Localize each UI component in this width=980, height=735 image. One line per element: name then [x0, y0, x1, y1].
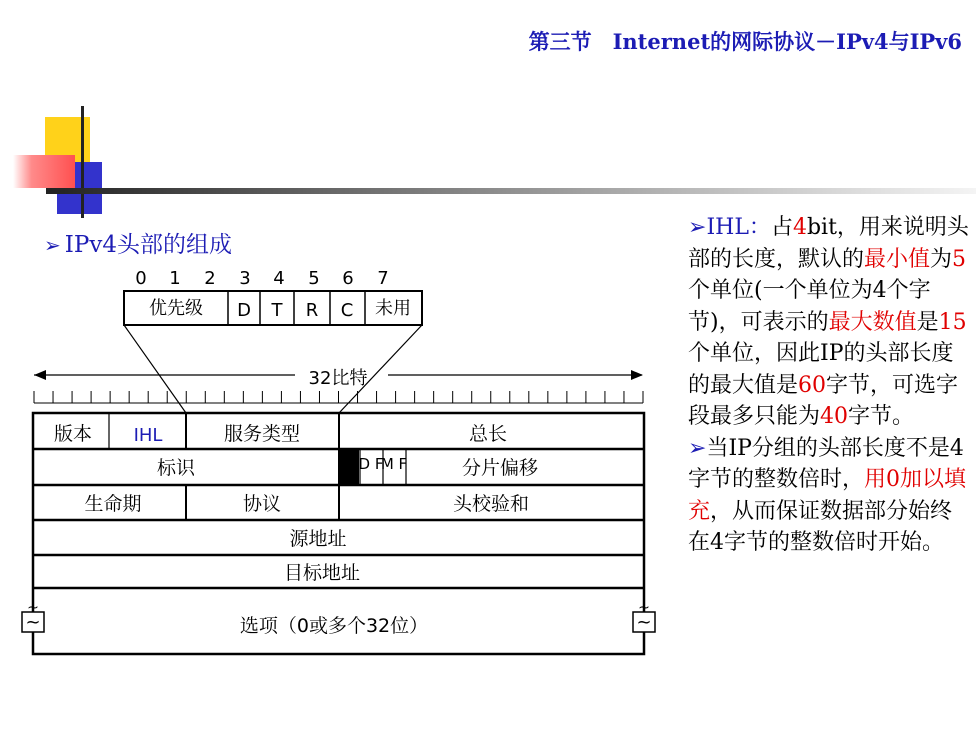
bit-number: 0 — [135, 268, 147, 289]
field-identification: 标识 — [156, 457, 196, 479]
bullet-arrow-icon: ➢ — [44, 233, 61, 257]
field-checksum: 头校验和 — [452, 493, 530, 515]
bit-number: 3 — [239, 268, 251, 289]
svg-text:~: ~ — [25, 612, 41, 633]
svg-text:~: ~ — [27, 600, 39, 616]
bit-number: 1 — [169, 268, 181, 289]
field-protocol: 协议 — [242, 493, 282, 515]
field-ttl: 生命期 — [84, 493, 142, 515]
bullet-arrow-icon: ➢ — [688, 215, 707, 240]
tos-t-label: T — [271, 300, 283, 321]
bit-ruler — [34, 368, 643, 403]
svg-text:~: ~ — [636, 612, 652, 633]
ruler-right-arrow-icon — [631, 370, 643, 380]
tos-r-label: R — [305, 300, 319, 321]
bit-number: 4 — [273, 268, 285, 289]
ihl-explanation — [688, 212, 974, 559]
field-ihl: IHL — [133, 425, 163, 446]
field-destination-address: 目标地址 — [283, 562, 361, 584]
page-header-title: 第三节 Internet的网际协议－IPv4与IPv6 — [528, 29, 962, 54]
field-options: 选项（0或多个32位） — [239, 615, 429, 637]
tos-bit-numbers — [135, 268, 388, 289]
field-source-address: 源地址 — [289, 528, 347, 550]
padding-explanation-paragraph: ➢当IP分组的头部长度不是4字节的整数倍时，用0加以填充，从而保证数据部分始终在4字节的整数倍时开始。 — [688, 435, 967, 555]
bullet-arrow-icon: ➢ — [688, 435, 707, 461]
tos-precedence-label: 优先级 — [149, 298, 203, 319]
field-mf: M F — [380, 455, 408, 473]
svg-text:~: ~ — [638, 600, 650, 616]
ruler-ticks — [34, 391, 643, 403]
field-tos: 服务类型 — [223, 423, 301, 445]
ruler-label: 32比特 — [308, 368, 368, 389]
ihl-explanation-paragraph: ➢IHL：占4bit，用来说明头部的长度，默认的最小值为5个单位(一个单位为4个字节)，可表示的最大数值是15个单位，因此IP的头部长度的最大值是60字节，可选字段最多只能为40字节。 — [688, 215, 969, 429]
bit-number: 7 — [377, 268, 389, 289]
expansion-line-left — [124, 325, 186, 413]
section-title-text: IPv4头部的组成 — [64, 232, 232, 258]
reserved-bit-block — [340, 450, 359, 484]
field-fragment-offset: 分片偏移 — [461, 457, 539, 479]
tos-d-label: D — [237, 300, 251, 321]
header-field-labels — [54, 423, 538, 637]
bit-number: 6 — [342, 268, 354, 289]
bit-number: 5 — [308, 268, 320, 289]
bit-number: 2 — [204, 268, 216, 289]
field-total-length: 总长 — [468, 423, 508, 445]
tos-unused-label: 未用 — [375, 298, 411, 319]
ruler-left-arrow-icon — [34, 370, 46, 380]
tos-c-label: C — [340, 300, 354, 321]
field-version: 版本 — [53, 423, 93, 445]
tos-field-labels — [149, 298, 411, 321]
field-df: D F — [358, 455, 384, 473]
